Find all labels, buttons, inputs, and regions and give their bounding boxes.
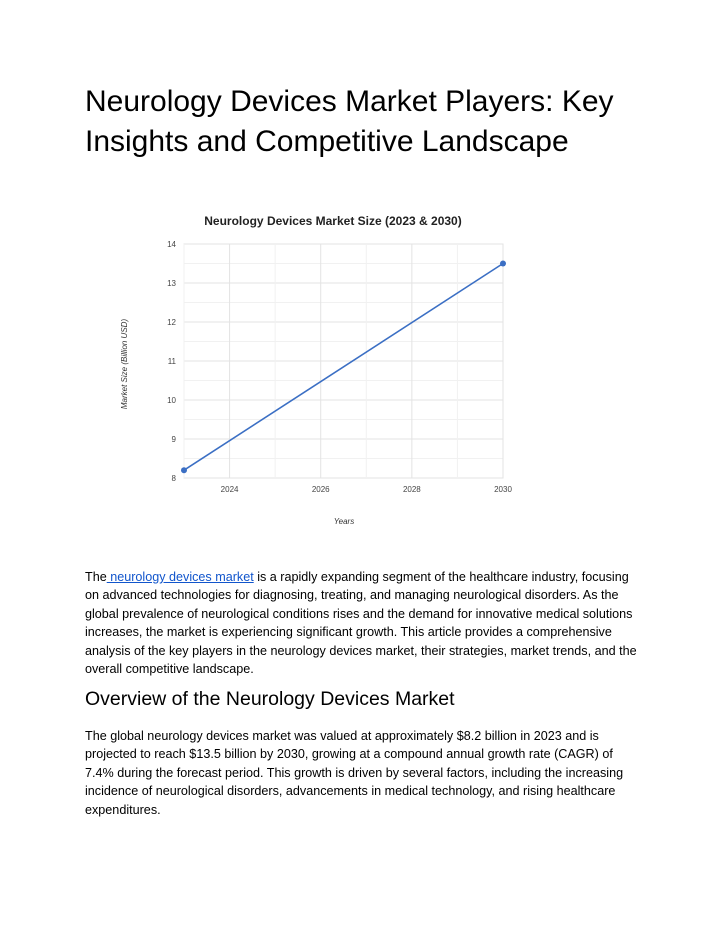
chart-grid [184,244,503,478]
chart-title: Neurology Devices Market Size (2023 & 2030) [204,214,462,228]
x-tick-label: 2028 [402,485,421,494]
y-tick-label: 13 [167,279,176,288]
market-size-chart [112,204,522,534]
y-axis-label: Market Size (Billion USD) [120,318,129,410]
y-tick-label: 11 [167,357,176,366]
document-title: Neurology Devices Market Players: Key Insights and Competitive Landscape [85,85,614,158]
data-point [500,261,506,267]
x-tick-label: 2026 [311,485,330,494]
data-point [181,467,187,473]
overview-heading: Overview of the Neurology Devices Market [85,688,455,710]
y-tick-label: 8 [171,474,176,483]
market-size-chart-svg [112,204,522,534]
intro-body: is a rapidly expanding segment of the healthcare industry, focusing on advanced technologies for diagnosing, treating, and managing neurological disorders. As the global prevalence of neurological conditions rises and the demand for innovative medical solutions increases, the market is experiencing significant growth. This article provides a comprehensive analysis of the key players in the neurology devices market, their strategies, market trends, and the overall competitive landscape. [85,570,637,677]
intro-prefix: The [85,570,107,584]
y-tick-labels [167,240,176,483]
neurology-devices-market-link[interactable]: neurology devices market [106,570,254,584]
y-tick-label: 14 [167,240,176,249]
x-tick-labels [221,485,513,494]
x-tick-label: 2024 [220,485,239,494]
x-axis-label: Years [333,517,355,526]
x-tick-label: 2030 [494,485,512,494]
intro-paragraph [85,568,640,678]
overview-paragraph: The global neurology devices market was valued at approximately $8.2 billion in 2023 and is projected to reach $13.5 billion by 2030, growing at a compound annual growth rate (CAGR) of 7.4% during the forecast period. This growth is driven by several factors, including the increasing incidence of neurological disorders, advancements in medical technology, and rising healthcare expenditures. [85,729,624,817]
y-tick-label: 12 [167,318,176,327]
y-tick-label: 9 [171,435,176,444]
y-tick-label: 10 [167,396,176,405]
